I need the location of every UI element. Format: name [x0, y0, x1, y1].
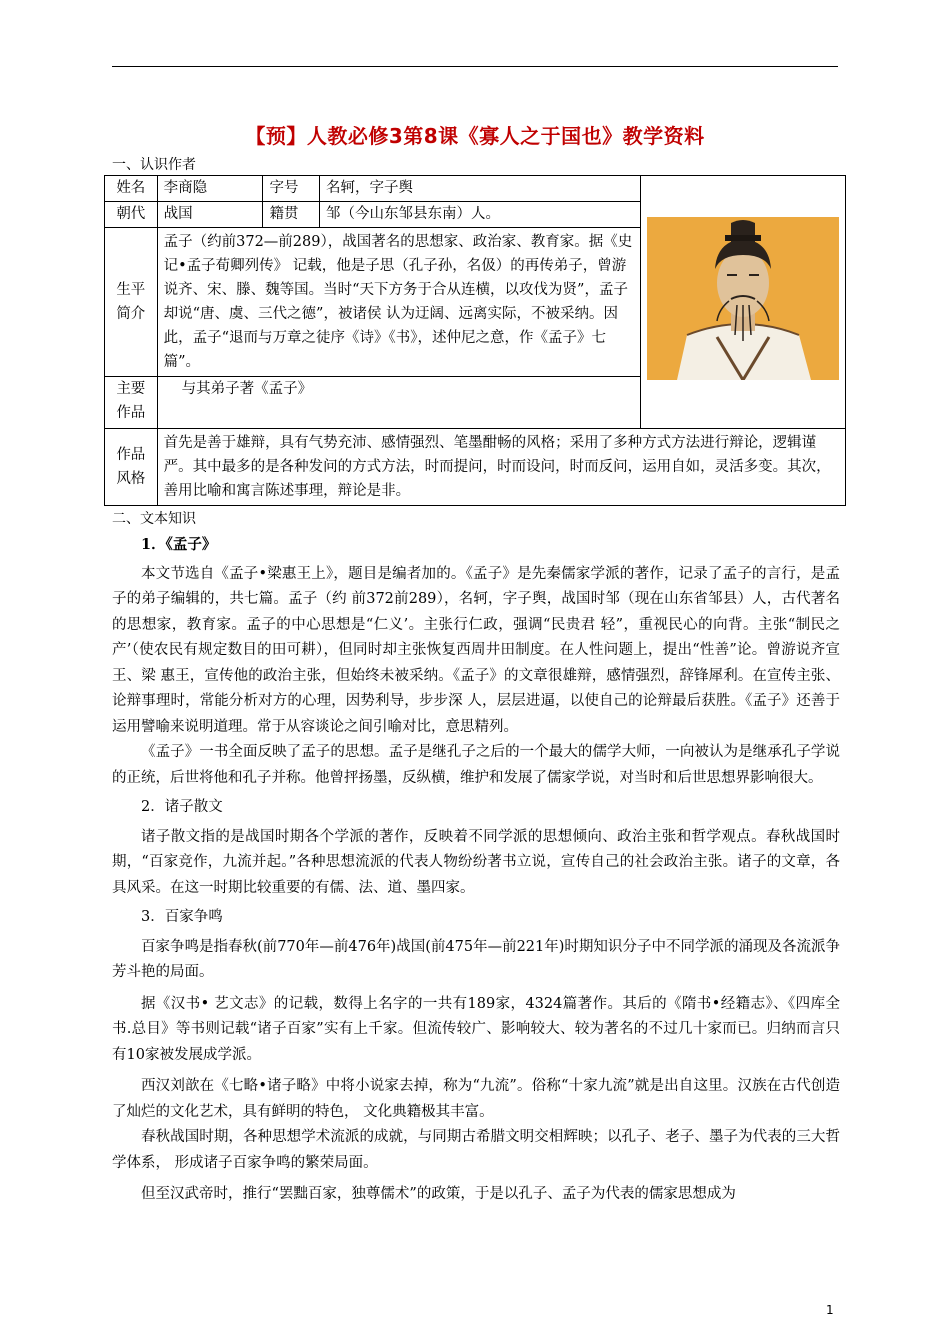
- name-label: 姓名: [105, 176, 158, 202]
- paragraph: 百家争鸣是指春秋(前770年—前476年)战国(前475年—前221年)时期知识分子中不同学派的涌现及各流派争芳斗艳的局面。: [112, 938, 840, 980]
- works-value: 与其弟子著《孟子》: [157, 377, 640, 429]
- origin-value: 邹（今山东邹县东南）人。: [320, 202, 641, 228]
- section-heading-author: 一、认识作者: [112, 157, 196, 173]
- style-label: 作品风格: [105, 429, 158, 506]
- zihao-label: 字号: [263, 176, 320, 202]
- dynasty-value: 战国: [157, 202, 263, 228]
- mencius-portrait-icon: [647, 217, 839, 380]
- origin-label: 籍贯: [263, 202, 320, 228]
- document-title: 【预】人教必修3第8课《寡人之于国也》教学资料: [245, 124, 705, 148]
- paragraph: 但至汉武帝时，推行“罢黜百家，独尊儒术”的政策，于是以孔子、孟子为代表的儒家思想成为: [141, 1186, 736, 1202]
- dynasty-label: 朝代: [105, 202, 158, 228]
- bio-value: 孟子（约前372—前289），战国著名的思想家、政治家、教育家。据《史记•孟子荀卿列传》 记载，他是子思（孔子孙，名伋）的再传弟子，曾游说齐、宋、滕、魏等国。当时“天下方务于合从连横，以攻伐为贤”，孟子却说“唐、虞、三代之德”，被诸侯 认为迂阔、远离实际，不被采纳。因此，孟子“退而与万章之徒序《诗》《书》，述仲尼之意，作《孟子》七篇”。: [157, 228, 640, 377]
- author-info-table: [104, 175, 846, 506]
- header-rule: [112, 66, 838, 67]
- page-number: 1: [826, 1303, 834, 1317]
- paragraph: 《孟子》一书全面反映了孟子的思想。孟子是继孔子之后的一个最大的儒学大师，一向被认为是继承孔子学说的正统，后世将他和孔子并称。他曾抨扬墨，反纵横，维护和发展了儒家学说，对当时和后世思想界影响很大。: [112, 744, 840, 786]
- portrait-cell: [641, 176, 846, 429]
- text-knowledge-body: [112, 528, 840, 1208]
- paragraph: 本文节选自《孟子•梁惠王上》，题目是编者加的。《孟子》是先秦儒家学派的著作，记录了孟子的言行，是孟子的弟子编辑的，共七篇。孟子（约 前372前289），名轲，字子舆，战国时邹（现在山东省邹县）人，古代著名的思想家，教育家。孟子的中心思想是“仁义’。主张行仁政，强调“民贵君 轻”，重视民心的向背。主张“制民之产’（使农民有规定数目的田可耕），但同时却主张恢复西周井田制度。在人性问题上，提出“性善”论。曾游说齐宣王、梁 惠王，宣传他的政治主张，但始终未被采纳。《孟子》的文章很雄辩，感情强烈，辞锋犀利。在宣传主张、论辩事理时，常能分析对方的心理，因势利导，步步深 人，层层进逼，以使自己的论辩最后获胜。《孟子》还善于运用譬喻来说明道理。常于从容谈论之间引喻对比，意思精列。: [112, 565, 840, 735]
- section-heading-text: 二、文本知识: [112, 511, 196, 527]
- heading-zhuzi-sanwen: 2．诸子散文: [141, 799, 223, 815]
- style-value: 首先是善于雄辩，具有气势充沛、感情强烈、笔墨酣畅的风格；采用了多种方式方法进行辩论，逻辑谨严。其中最多的是各种发问的方式方法，时而提问，时而设问，时而反问，运用自如，灵活多变。其次，善用比喻和寓言陈述事理，辩论是非。: [157, 429, 845, 506]
- heading-baijia-zhengming: 3．百家争鸣: [141, 909, 223, 925]
- zihao-value: 名轲，字子舆: [320, 176, 641, 202]
- paragraph: 春秋战国时期，各种思想学术流派的成就，与同期古希腊文明交相辉映；以孔子、老子、墨子为代表的三大哲学体系， 形成诸子百家争鸣的繁荣局面。: [112, 1129, 840, 1171]
- heading-mencius: 1．《孟子》: [141, 536, 217, 553]
- paragraph: 西汉刘歆在《七略•诸子略》中将小说家去掉，称为“九流”。俗称“十家九流”就是出自这里。汉族在古代创造了灿烂的文化艺术，具有鲜明的特色， 文化典籍极其丰富。: [112, 1078, 840, 1120]
- bio-label: 生平简介: [105, 228, 158, 377]
- paragraph: 诸子散文指的是战国时期各个学派的著作，反映着不同学派的思想倾向、政治主张和哲学观点。春秋战国时期，“百家竞作，九流并起。”各种思想流派的代表人物纷纷著书立说，宣传自己的社会政治主张。诸子的文章，各具风采。在这一时期比较重要的有儒、法、道、墨四家。: [112, 828, 840, 896]
- works-label: 主要作品: [105, 377, 158, 429]
- paragraph: 据《汉书• 艺文志》的记载，数得上名字的一共有189家，4324篇著作。其后的《隋书•经籍志》、《四库全书.总目》等书则记载“诸子百家”实有上千家。但流传较广、影响较大、较为著名的不过几十家而已。归纳而言只有10家被发展成学派。: [112, 995, 840, 1063]
- name-value: 李商隐: [157, 176, 263, 202]
